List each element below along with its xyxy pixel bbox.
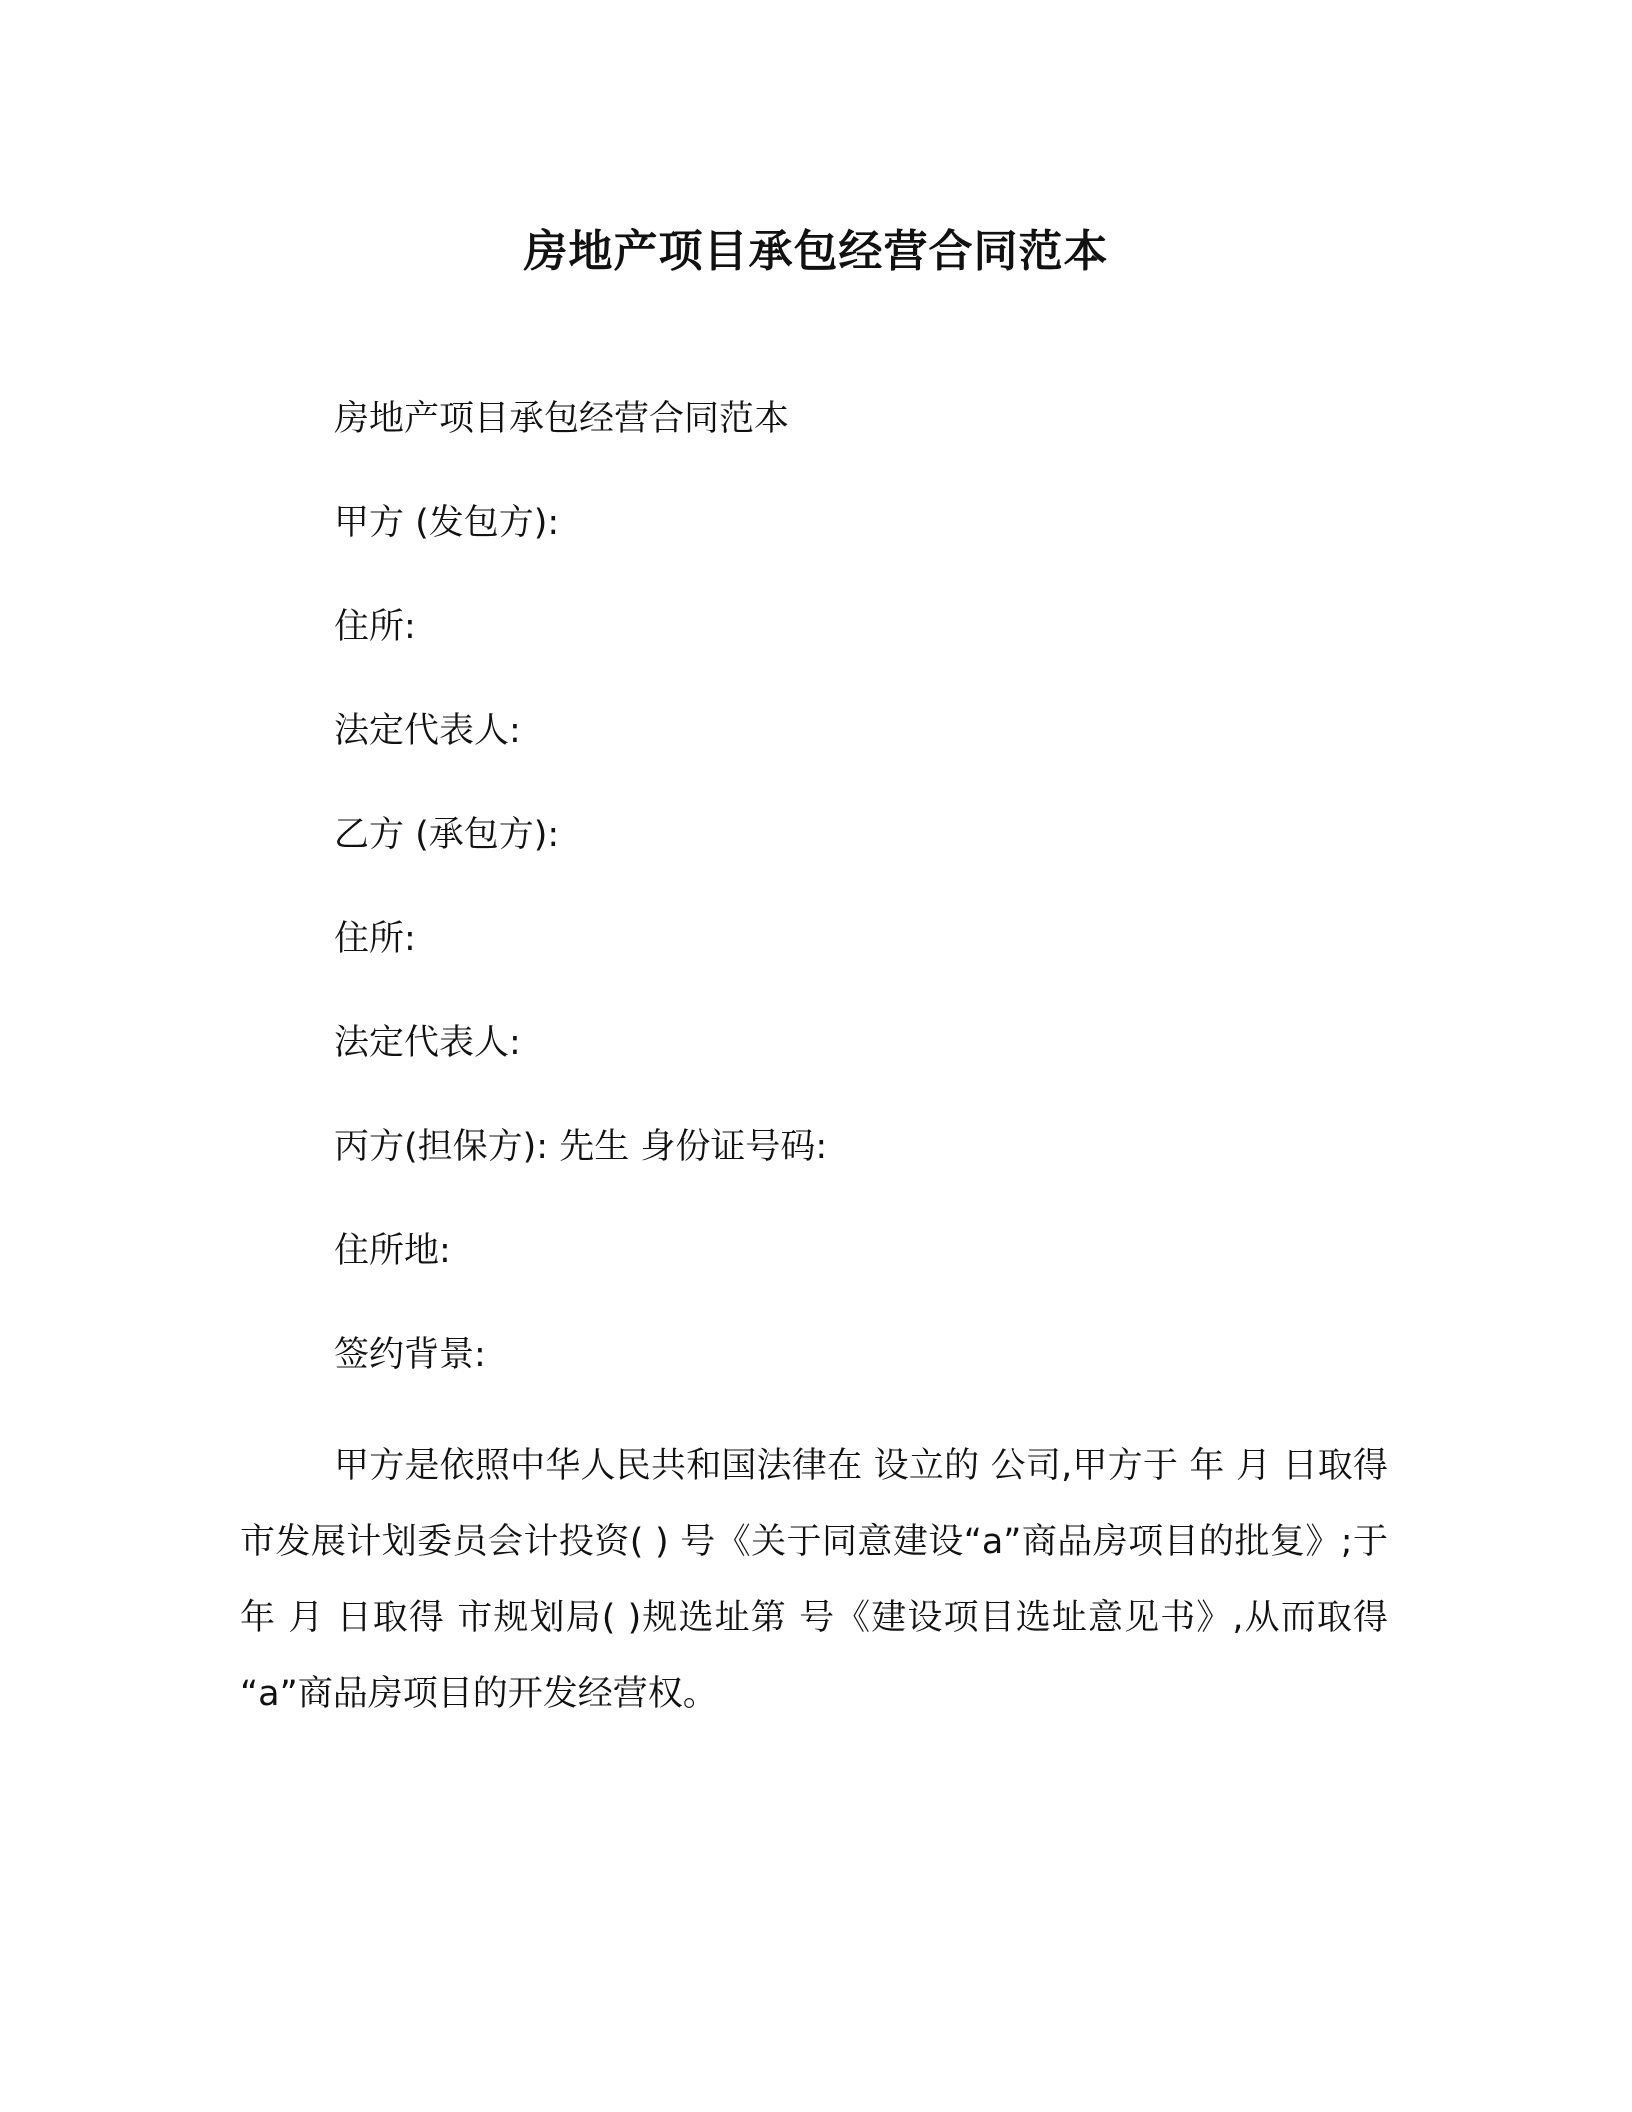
document-title: 房地产项目承包经营合同范本	[523, 226, 1109, 277]
signing-background-paragraph: 甲方是依照中华人民共和国法律在 设立的 公司,甲方于 年 月 日取得 市发展计划委员会计投资( ) 号《关于同意建设“a”商品房项目的批复》;于 年 月 日取得 市规划局( )规选址第 号《建设项目选址意见书》,从而取得 “a”商品房项目的开发经营权。	[240, 1446, 1388, 1714]
party-a-line: 甲方 (发包方):	[334, 503, 560, 543]
party-b-line: 乙方 (承包方):	[334, 815, 560, 855]
contract-field-list	[334, 394, 1434, 1434]
party-a-address-line: 住所:	[334, 607, 416, 647]
signing-background-heading: 签约背景:	[334, 1335, 486, 1375]
party-c-line: 丙方(担保方): 先生 身份证号码:	[334, 1127, 828, 1167]
party-c-address-line: 住所地:	[334, 1231, 451, 1271]
party-a-representative-line: 法定代表人:	[334, 711, 521, 751]
party-b-representative-line: 法定代表人:	[334, 1023, 521, 1063]
party-b-address-line: 住所:	[334, 919, 416, 959]
subtitle-line: 房地产项目承包经营合同范本	[334, 399, 790, 439]
